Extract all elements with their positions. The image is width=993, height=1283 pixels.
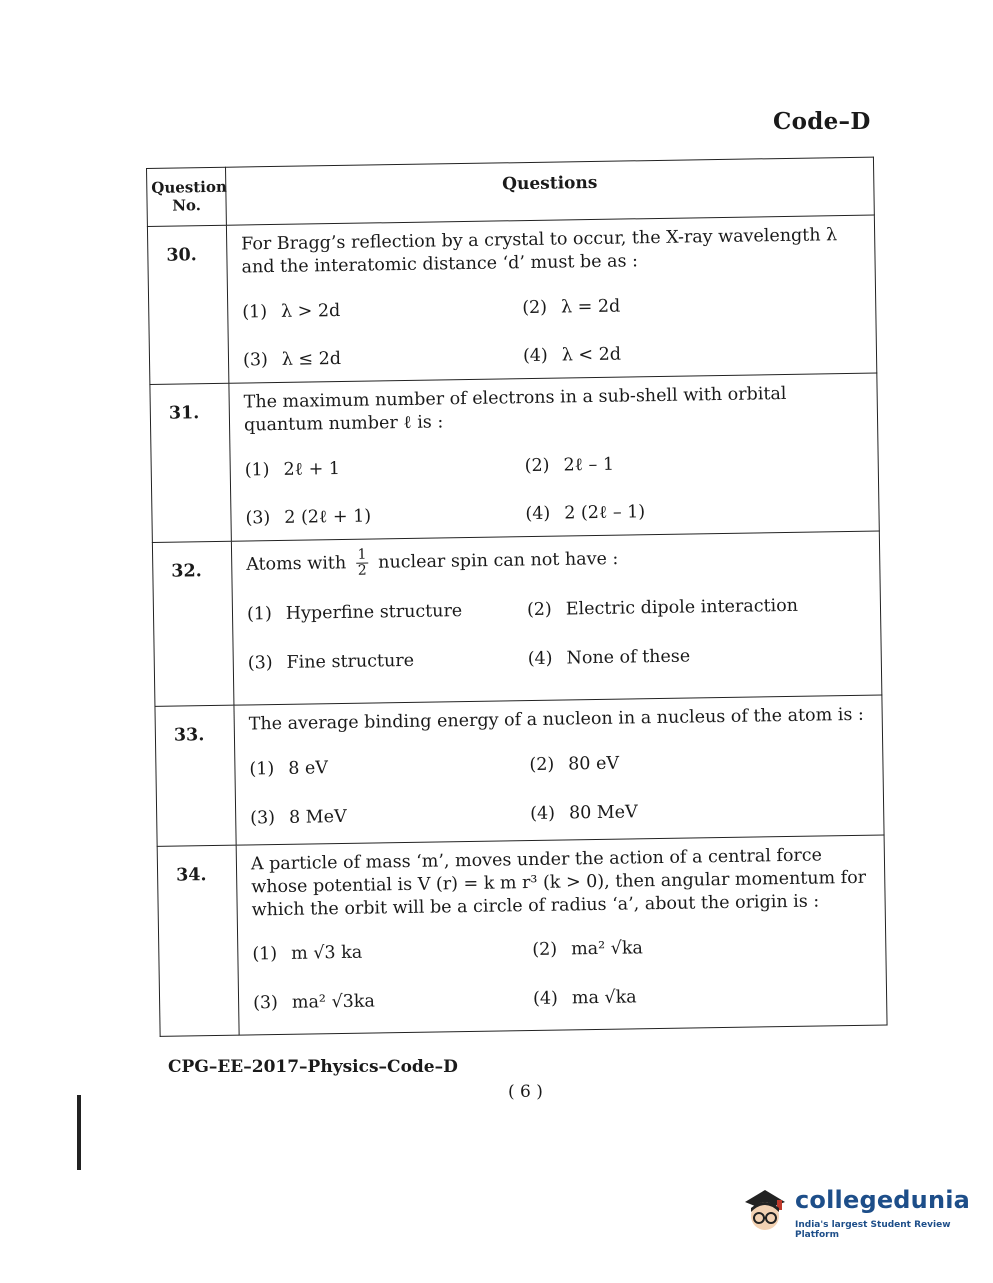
question-number: 34.	[157, 845, 239, 1036]
option: (1) 2ℓ + 1	[244, 458, 341, 480]
option: (4) None of these	[527, 646, 691, 669]
question-body	[226, 215, 876, 383]
question-stem: A particle of mass ‘m’, moves under the action of a central force whose potential is V (r) = k m r³ (k > 0), then angular momentum for which the orbit will be a circle of radius ‘a’, about the origin is :	[250, 845, 867, 920]
questions-header: Questions	[225, 157, 874, 225]
options-grid	[247, 593, 871, 674]
option: (2) λ = 2d	[522, 296, 621, 318]
question-stem: The maximum number of electrons in a sub-shell with orbital quantum number ℓ is :	[243, 383, 787, 436]
question-table	[146, 157, 888, 1037]
footer-paper-code: CPG–EE–2017–Physics–Code–D	[168, 1057, 458, 1077]
option: (4) 2 (2ℓ – 1)	[525, 502, 646, 525]
options-grid	[242, 291, 866, 372]
question-sheet	[146, 157, 888, 1056]
option: (4) ma √ka	[532, 987, 637, 1010]
scan-edge-mark	[77, 1095, 81, 1170]
question-row	[152, 531, 881, 706]
question-body	[234, 695, 884, 845]
option: (2) 2ℓ – 1	[524, 454, 615, 476]
question-number: 32.	[152, 541, 234, 706]
option: (2) Electric dipole interaction	[526, 595, 799, 620]
fraction: $\frac{1}{2}$	[357, 546, 367, 580]
option: (2) 80 eV	[529, 753, 620, 775]
question-stem: The average binding energy of a nucleon in a nucleus of the atom is :	[248, 704, 864, 735]
option: (3) 2 (2ℓ + 1)	[245, 506, 372, 529]
question-row	[150, 373, 879, 542]
option: (2) ma² √ka	[532, 938, 644, 961]
option: (4) λ < 2d	[522, 344, 622, 367]
question-body	[229, 373, 879, 541]
option: (3) Fine structure	[247, 650, 415, 673]
question-body	[236, 835, 887, 1035]
question-row	[147, 215, 876, 384]
option: (3) 8 MeV	[250, 806, 347, 828]
page-number: ( 6 )	[508, 1082, 543, 1102]
option: (1) m √3 ka	[252, 942, 363, 965]
options-grid	[245, 449, 869, 530]
question-body	[231, 531, 881, 705]
question-number-header: Question No.	[147, 167, 227, 226]
option: (1) 8 eV	[249, 757, 329, 780]
question-row	[157, 835, 887, 1036]
options-grid	[252, 934, 876, 1015]
question-number: 31.	[150, 383, 231, 542]
question-number: 30.	[147, 225, 228, 384]
option: (3) λ ≤ 2d	[242, 349, 342, 371]
option: (1) λ > 2d	[242, 300, 341, 323]
brand-tagline: India's largest Student Review Platform	[795, 1220, 951, 1240]
question-stem: For Bragg’s reflection by a crystal to occur, the X-ray wavelength λ and the interatomic distance ‘d’ must be as :	[241, 225, 838, 278]
question-number: 33.	[155, 705, 236, 846]
options-grid	[249, 748, 873, 829]
option: (1) Hyperfine structure	[246, 600, 463, 625]
paper-code-label: Code–D	[773, 108, 871, 135]
brand-name: collegedunia	[795, 1186, 971, 1214]
option: (3) ma² √3ka	[252, 991, 376, 1014]
mascot-icon	[737, 1180, 793, 1236]
question-row	[155, 695, 884, 846]
collegedunia-watermark	[737, 1180, 971, 1240]
question-stem: Atoms with $\frac{1}{2}$ nuclear spin can not have :	[246, 546, 619, 580]
option: (4) 80 MeV	[530, 801, 638, 824]
